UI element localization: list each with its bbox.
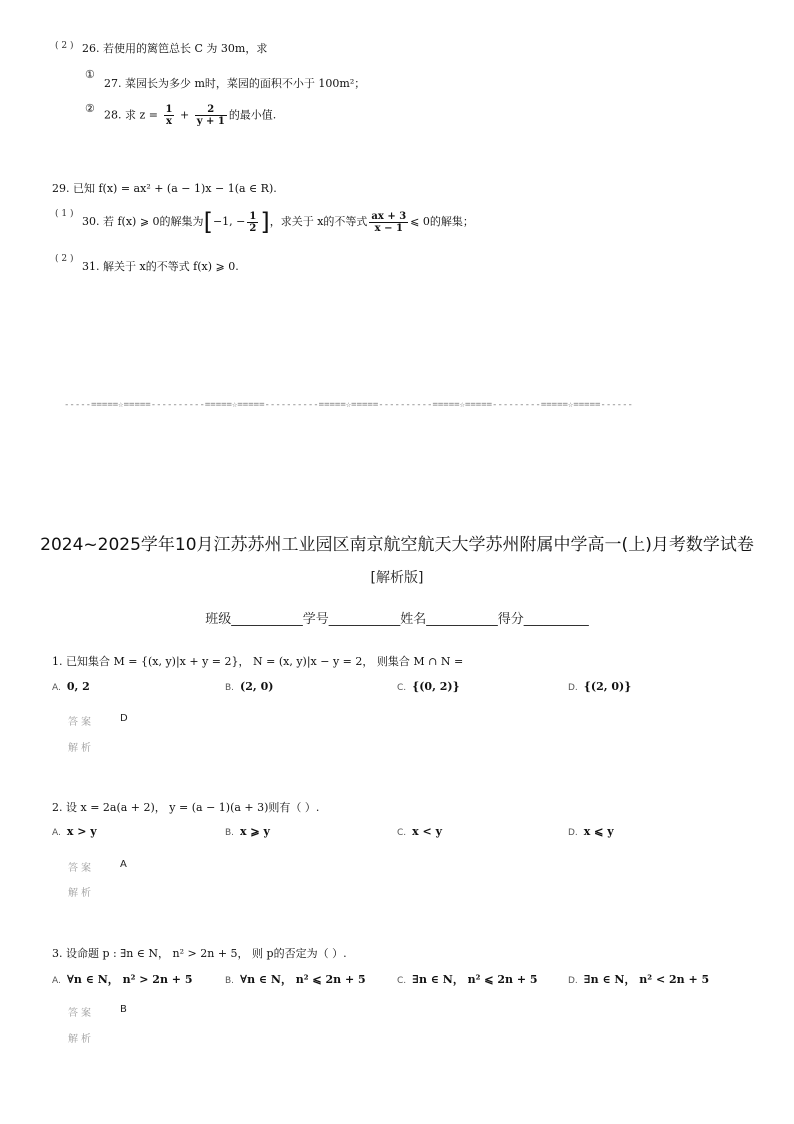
q1-option-d-text: {(2, 0)} <box>583 680 632 693</box>
exam-title: 2024~2025学年10月江苏苏州工业园区南京航空航天大学苏州附属中学高一(上)月考数学试卷 <box>40 535 754 555</box>
q28-suffix: 的最小值. <box>228 108 277 122</box>
q3-option-a-text: ∀n ∈ N， n² > 2n + 5 <box>66 973 193 986</box>
circled-one-icon: ① <box>85 68 95 81</box>
q2-option-c-text: x < y <box>412 825 442 838</box>
q2-option-b <box>225 825 270 838</box>
q30-f-num: 1 <box>249 210 257 222</box>
q1-option-d <box>568 680 631 693</box>
q3-answer-label: 答案 <box>68 1008 94 1019</box>
q2-option-a-label: A. <box>52 828 61 838</box>
q1-option-a <box>52 680 90 693</box>
q31-part-label: ( 2 ) <box>55 254 74 264</box>
q28-f1-num: 1 <box>165 104 173 115</box>
q1-analysis-label: 解析 <box>68 743 94 754</box>
q28-f2-den: y + 1 <box>196 116 225 127</box>
q1-option-c-label: C. <box>397 683 407 693</box>
q3-analysis-label: 解析 <box>68 1034 94 1045</box>
right-bracket-icon: ] <box>260 208 270 236</box>
q26-text: 26. 若使用的篱笆总长 C 为 30m，求 <box>82 42 268 55</box>
q1-answer-label: 答案 <box>68 717 94 728</box>
q30-prefix: 30. 若 f(x) ⩾ 0的解集为 <box>82 215 204 228</box>
q30-text <box>82 210 474 234</box>
q2-option-d <box>568 825 614 838</box>
left-bracket-icon: [ <box>203 208 213 236</box>
q3-option-a-label: A. <box>52 976 61 986</box>
q31-text: 31. 解关于 x的不等式 f(x) ⩾ 0. <box>82 260 239 273</box>
q3-option-d-text: ∃n ∈ N， n² < 2n + 5 <box>583 973 710 986</box>
q1-answer-value: D <box>120 713 128 724</box>
q28-prefix: 28. 求 z = <box>104 108 162 122</box>
q28-f2-num: 2 <box>195 104 227 116</box>
q2-answer-value: A <box>120 859 127 870</box>
q3-option-d-label: D. <box>568 976 578 986</box>
q2-option-a-text: x > y <box>66 825 97 838</box>
q2-option-d-text: x ⩽ y <box>583 825 614 838</box>
circled-two-icon: ② <box>85 102 95 115</box>
q3-option-b <box>225 971 366 987</box>
q3-answer-value: B <box>120 1004 127 1015</box>
q28-fraction-1 <box>164 104 175 127</box>
q1-option-d-label: D. <box>568 683 578 693</box>
q1-stem: 1. 已知集合 M = {(x, y)|x + y = 2}， N = (x, y)|x − y = 2， 则集合 M ∩ N = <box>52 655 464 668</box>
q2-option-b-text: x ⩾ y <box>240 825 270 838</box>
q3-option-c-label: C. <box>397 976 407 986</box>
q2-analysis-label: 解析 <box>68 888 94 899</box>
q1-option-c <box>397 680 460 693</box>
q1-option-a-label: A. <box>52 683 61 693</box>
q30-part-label: ( 1 ) <box>55 209 74 219</box>
q28-fraction-2 <box>195 104 227 127</box>
q2-option-c <box>397 825 442 838</box>
q1-option-a-text: 0, 2 <box>66 680 90 693</box>
q30-f2-den: x − 1 <box>374 222 403 234</box>
q3-option-c-text: ∃n ∈ N， n² ⩽ 2n + 5 <box>412 973 538 986</box>
q28-f1-den: x <box>166 116 172 127</box>
q3-option-d <box>568 971 709 987</box>
q1-option-b-label: B. <box>225 683 235 693</box>
q3-option-c <box>397 971 538 987</box>
q2-option-a <box>52 825 97 838</box>
page-divider: -----=====☆=====----------=====☆=====----------=====☆=====----------=====☆=====---------=====☆=====------ <box>64 400 633 410</box>
q1-option-c-text: {(0, 2)} <box>412 680 460 693</box>
q28-plus: + <box>176 108 193 122</box>
q1-option-b <box>225 680 273 693</box>
q2-answer-label: 答案 <box>68 863 94 874</box>
q30-interval: −1, − <box>212 215 246 228</box>
q30-fraction-1 <box>247 211 258 234</box>
q28-text <box>104 104 276 127</box>
q1-option-b-text: (2, 0) <box>240 680 274 693</box>
q30-suffix: ⩽ 0的解集； <box>410 215 474 228</box>
q30-f-den: 2 <box>249 222 257 234</box>
exam-subtitle: [解析版] <box>370 570 424 586</box>
q27-text: 27. 菜园长为多少 m时，菜园的面积不小于 100m²； <box>104 77 366 90</box>
student-info-line: 班级___________学号___________姓名___________得分__________ <box>205 612 589 627</box>
q29-text: 29. 已知 f(x) = ax² + (a − 1)x − 1(a ∈ R). <box>52 182 277 195</box>
q2-stem: 2. 设 x = 2a(a + 2)， y = (a − 1)(a + 3)则有（ ）. <box>52 801 320 814</box>
q30-fraction-2 <box>369 211 408 234</box>
q3-stem: 3. 设命题 p : ∃n ∈ N， n² > 2n + 5， 则 p的否定为（ ）. <box>52 947 347 960</box>
q2-part-label: ( 2 ) <box>55 41 74 51</box>
q30-f2-num: ax + 3 <box>371 210 407 222</box>
q3-option-b-label: B. <box>225 976 235 986</box>
q3-option-a <box>52 971 192 987</box>
q2-option-d-label: D. <box>568 828 578 838</box>
q2-option-b-label: B. <box>225 828 235 838</box>
q3-option-b-text: ∀n ∈ N， n² ⩽ 2n + 5 <box>240 973 366 986</box>
q2-option-c-label: C. <box>397 828 407 838</box>
q30-mid: ，求关于 x的不等式 <box>269 215 368 228</box>
